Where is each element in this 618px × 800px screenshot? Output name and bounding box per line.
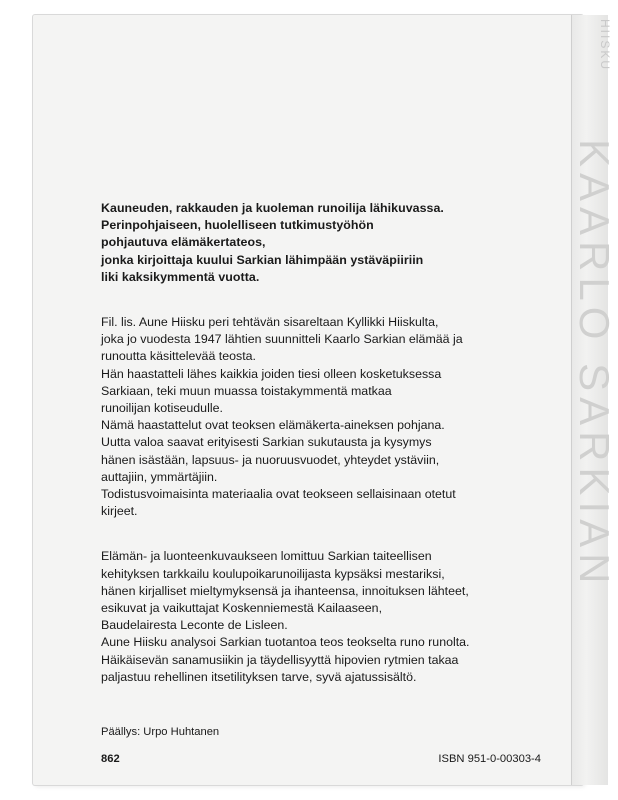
text-line: Uutta valoa saavat erityisesti Sarkian sukutausta ja kysymys bbox=[101, 435, 432, 450]
text-line: Aune Hiisku analysoi Sarkian tuotantoa teos teokselta runo runolta. bbox=[101, 635, 470, 650]
text-line: esikuvat ja vaikuttajat Koskenniemestä Kailaaseen, bbox=[101, 601, 383, 616]
text-line: runoutta käsittelevää teosta. bbox=[101, 349, 256, 364]
intro-block bbox=[101, 200, 541, 286]
spine-author: HIISKU bbox=[598, 19, 612, 72]
text-line: Häikäisevän sanamusiikin ja täydellisyyttä hipovien rytmien takaa bbox=[101, 652, 459, 667]
text-line: Baudelairesta Leconte de Lisleen. bbox=[101, 618, 288, 633]
text-line: paljastuu rehellinen itsetilityksen tarve, syvä ajatussisältö. bbox=[101, 669, 417, 684]
text-line: Hän haastatteli lähes kaikkia joiden tiesi olleen kosketuksessa bbox=[101, 366, 442, 381]
text-line: runoilijan kotiseudulle. bbox=[101, 401, 223, 416]
text-line: Todistusvoimaisinta materiaalia ovat teokseen sellaisinaan otetut bbox=[101, 487, 456, 502]
book-spine bbox=[571, 15, 618, 785]
text-line: kirjeet. bbox=[101, 504, 138, 519]
text-line: Fil. lis. Aune Hiisku peri tehtävän sisareltaan Kyllikki Hiiskulta, bbox=[101, 315, 439, 330]
text-line: hänen kirjalliset mieltymyksensä ja ihanteensa, innoituksen lähteet, bbox=[101, 583, 469, 598]
intro-line: liki kaksikymmentä vuotta. bbox=[101, 269, 260, 284]
paragraph-2 bbox=[101, 548, 541, 686]
spine-title: KAARLO SARKIAN bbox=[571, 139, 618, 590]
text-line: Elämän- ja luonteenkuvaukseen lomittuu Sarkian taiteellisen bbox=[101, 549, 432, 564]
intro-line: Perinpohjaiseen, huolelliseen tutkimustyöhön bbox=[101, 218, 374, 233]
intro-line: Kauneuden, rakkauden ja kuoleman runoilija lähikuvassa. bbox=[101, 201, 444, 215]
intro-line: jonka kirjoittaja kuului Sarkian lähimpään ystäväpiiriin bbox=[101, 252, 424, 267]
blurb bbox=[101, 200, 541, 686]
isbn: ISBN 951-0-00303-4 bbox=[438, 753, 541, 765]
product-code: 862 bbox=[101, 753, 120, 765]
text-line: auttajiin, ymmärtäjiin. bbox=[101, 469, 218, 484]
text-line: kehityksen tarkkailu koulupoikarunoilijasta kypsäksi mestariksi, bbox=[101, 566, 445, 581]
footer-row bbox=[101, 753, 541, 765]
paragraph-1 bbox=[101, 314, 541, 520]
text-line: hänen isästään, lapsuus- ja nuoruusvuodet, yhteydet ystäviin, bbox=[101, 452, 440, 467]
text-line: Nämä haastattelut ovat teoksen elämäkerta-aineksen pohjana. bbox=[101, 418, 445, 433]
cover-designer-credit: Päällys: Urpo Huhtanen bbox=[101, 726, 220, 738]
text-line: joka jo vuodesta 1947 lähtien suunnitteli Kaarlo Sarkian elämää ja bbox=[101, 332, 463, 347]
intro-line: pohjautuva elämäkertateos, bbox=[101, 235, 266, 250]
text-line: Sarkiaan, teki muun muassa toistakymmentä matkaa bbox=[101, 383, 392, 398]
